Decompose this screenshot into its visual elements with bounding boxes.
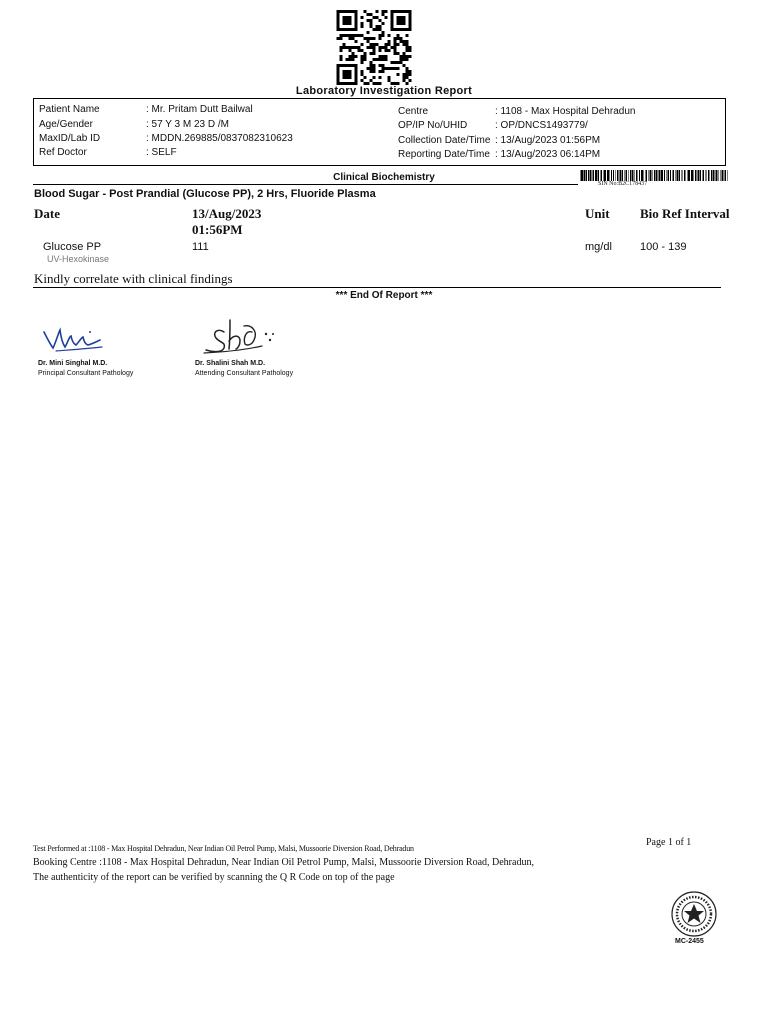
signatory-1-role: Principal Consultant Pathology xyxy=(38,370,134,377)
ref-interval-header: Bio Ref Interval xyxy=(640,206,730,221)
reporting-value: : 13/Aug/2023 06:14PM xyxy=(495,149,601,160)
collection-value: : 13/Aug/2023 01:56PM xyxy=(495,135,601,146)
centre-value: : 1108 - Max Hospital Dehradun xyxy=(495,106,636,117)
booking-centre: Booking Centre :1108 - Max Hospital Dehradun, Near Indian Oil Petrol Pump, Malsi, Mussoorie Diversion Road, Dehradun, xyxy=(33,857,534,868)
ref-doctor-label: Ref Doctor xyxy=(39,147,87,158)
section-title: Clinical Biochemistry xyxy=(333,172,435,183)
date-value-line2: 01:56PM xyxy=(192,222,243,237)
collection-label: Collection Date/Time xyxy=(398,135,491,146)
sin-number: SIN No:B2C178437 xyxy=(598,181,648,187)
date-value-header xyxy=(192,206,261,238)
date-value-line1: 13/Aug/2023 xyxy=(192,206,262,221)
clinical-note: Kindly correlate with clinical findings xyxy=(34,271,233,286)
page-number: Page 1 of 1 xyxy=(646,837,692,848)
signatory-2-role: Attending Consultant Pathology xyxy=(195,370,294,377)
date-header: Date xyxy=(34,206,60,221)
centre-label: Centre xyxy=(398,106,429,117)
test-performed-at: Test Performed at :1108 - Max Hospital Dehradun, Near Indian Oil Petrol Pump, Malsi, Mussoorie Diversion Road, Dehradun xyxy=(33,844,414,853)
reporting-label: Reporting Date/Time xyxy=(398,149,490,160)
uhid-label: OP/IP No/UHID xyxy=(398,120,468,131)
patient-name-label: Patient Name xyxy=(39,104,100,115)
ref-doctor-value: : SELF xyxy=(146,147,177,158)
authenticity-note: The authenticity of the report can be verified by scanning the Q R Code on top of the page xyxy=(33,872,395,883)
end-of-report: *** End Of Report *** xyxy=(335,290,433,301)
section-rule xyxy=(33,184,578,185)
age-gender-label: Age/Gender xyxy=(39,119,93,130)
qr-code-icon xyxy=(334,10,414,85)
signatory-1-name: Dr. Mini Singhal M.D. xyxy=(38,360,108,367)
patient-name-value: : Mr. Pritam Dutt Bailwal xyxy=(146,104,253,115)
age-gender-value: : 57 Y 3 M 23 D /M xyxy=(146,119,230,130)
test-row-method: UV-Hexokinase xyxy=(47,254,110,264)
uhid-value: : OP/DNCS1493779/ xyxy=(495,120,588,131)
signature-mini-singhal xyxy=(38,320,108,356)
lab-id-value: : MDDN.269885/0837082310623 xyxy=(146,133,293,144)
test-name: Blood Sugar - Post Prandial (Glucose PP), 2 Hrs, Fluoride Plasma xyxy=(34,188,376,200)
unit-header: Unit xyxy=(585,206,610,221)
patient-info-box xyxy=(33,98,726,166)
test-row-ref: 100 - 139 xyxy=(640,241,687,253)
signatory-2-name: Dr. Shalini Shah M.D. xyxy=(195,360,266,367)
note-rule xyxy=(33,287,721,288)
signature-shalini-shah xyxy=(200,316,280,356)
test-row-unit: mg/dl xyxy=(585,241,612,253)
lab-id-label: MaxID/Lab ID xyxy=(39,133,101,144)
test-row-name: Glucose PP xyxy=(43,241,102,253)
report-title: Laboratory Investigation Report xyxy=(295,85,473,97)
accreditation-seal-icon xyxy=(670,890,718,938)
test-row-result: 111 xyxy=(192,241,209,253)
barcode-icon xyxy=(580,170,728,181)
accreditation-code: MC-2455 xyxy=(675,938,704,945)
